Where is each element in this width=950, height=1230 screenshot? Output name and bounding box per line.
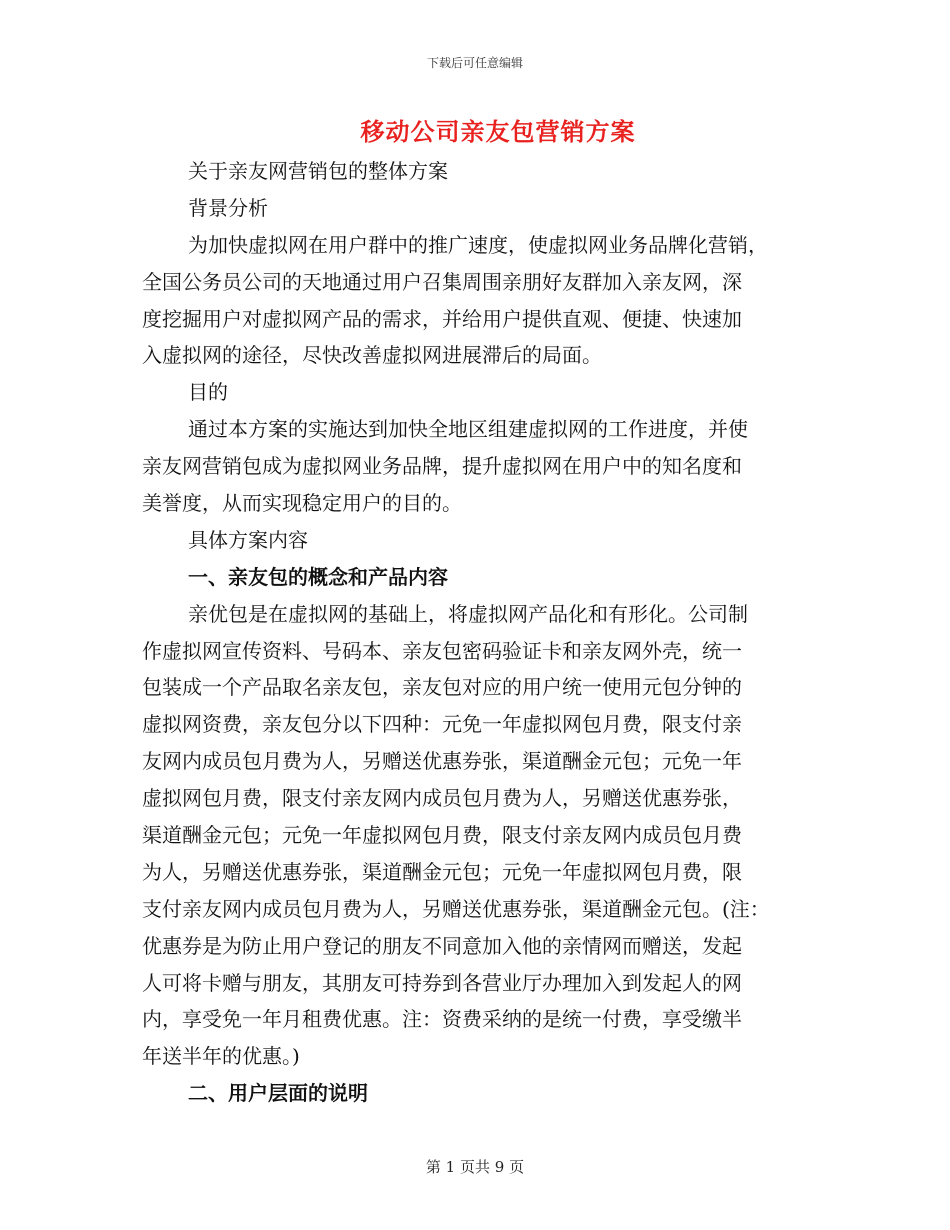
section-heading: 一、亲友包的概念和产品内容 bbox=[188, 564, 448, 589]
text-line: 内，享受免一年月租费优惠。注：资费采纳的是统一付费，享受缴半 bbox=[142, 1007, 742, 1032]
text-line: 美誉度，从而实现稳定用户的目的。 bbox=[142, 491, 462, 516]
page-number: 第 1 页共 9 页 bbox=[425, 1158, 525, 1176]
text-line: 具体方案内容 bbox=[188, 527, 308, 552]
text-line: 入虚拟网的途径，尽快改善虚拟网进展滞后的局面。 bbox=[142, 343, 602, 368]
text-line: 友网内成员包月费为人，另赠送优惠券张，渠道酬金元包；元免一年 bbox=[142, 749, 742, 774]
text-line: 人可将卡赠与朋友，其朋友可持券到各营业厅办理加入到发起人的网 bbox=[142, 970, 742, 995]
text-line: 渠道酬金元包；元免一年虚拟网包月费，限支付亲友网内成员包月费 bbox=[142, 823, 742, 848]
text-line: 作虚拟网宣传资料、号码本、亲友包密码验证卡和亲友网外壳，统一 bbox=[142, 638, 742, 663]
text-line: 为人，另赠送优惠券张，渠道酬金元包；元免一年虚拟网包月费，限 bbox=[142, 859, 742, 884]
text-line: 通过本方案的实施达到加快全地区组建虚拟网的工作进度，并使 bbox=[188, 417, 748, 442]
text-line: 年送半年的优惠。) bbox=[142, 1044, 300, 1069]
text-line: 包装成一个产品取名亲友包，亲友包对应的用户统一使用元包分钟的 bbox=[142, 675, 742, 700]
text-line: 虚拟网资费，亲友包分以下四种：元免一年虚拟网包月费，限支付亲 bbox=[142, 712, 742, 737]
text-line: 背景分析 bbox=[188, 195, 268, 220]
text-line: 优惠券是为防止用户登记的朋友不同意加入他的亲情网而赠送，发起 bbox=[142, 933, 742, 958]
text-line: 亲优包是在虚拟网的基础上，将虚拟网产品化和有形化。公司制 bbox=[188, 601, 748, 626]
document-title: 移动公司亲友包营销方案 bbox=[360, 117, 636, 146]
text-line: 关于亲友网营销包的整体方案 bbox=[188, 159, 448, 183]
text-line: 支付亲友网内成员包月费为人，另赠送优惠券张，渠道酬金元包。(注： bbox=[142, 896, 770, 921]
text-line: 为加快虚拟网在用户群中的推广速度，使虚拟网业务品牌化营销， bbox=[188, 232, 768, 257]
text-line: 亲友网营销包成为虚拟网业务品牌，提升虚拟网在用户中的知名度和 bbox=[142, 454, 742, 479]
text-line: 度挖掘用户对虚拟网产品的需求，并给用户提供直观、便捷、快速加 bbox=[142, 306, 742, 331]
text-line: 全国公务员公司的天地通过用户召集周围亲朋好友群加入亲友网，深 bbox=[142, 269, 742, 294]
text-line: 目的 bbox=[188, 380, 228, 405]
section-heading: 二、用户层面的说明 bbox=[188, 1081, 368, 1106]
header-note: 下载后可任意编辑 bbox=[426, 56, 523, 70]
document-body bbox=[142, 153, 802, 1112]
text-line: 虚拟网包月费，限支付亲友网内成员包月费为人，另赠送优惠券张， bbox=[142, 786, 742, 811]
